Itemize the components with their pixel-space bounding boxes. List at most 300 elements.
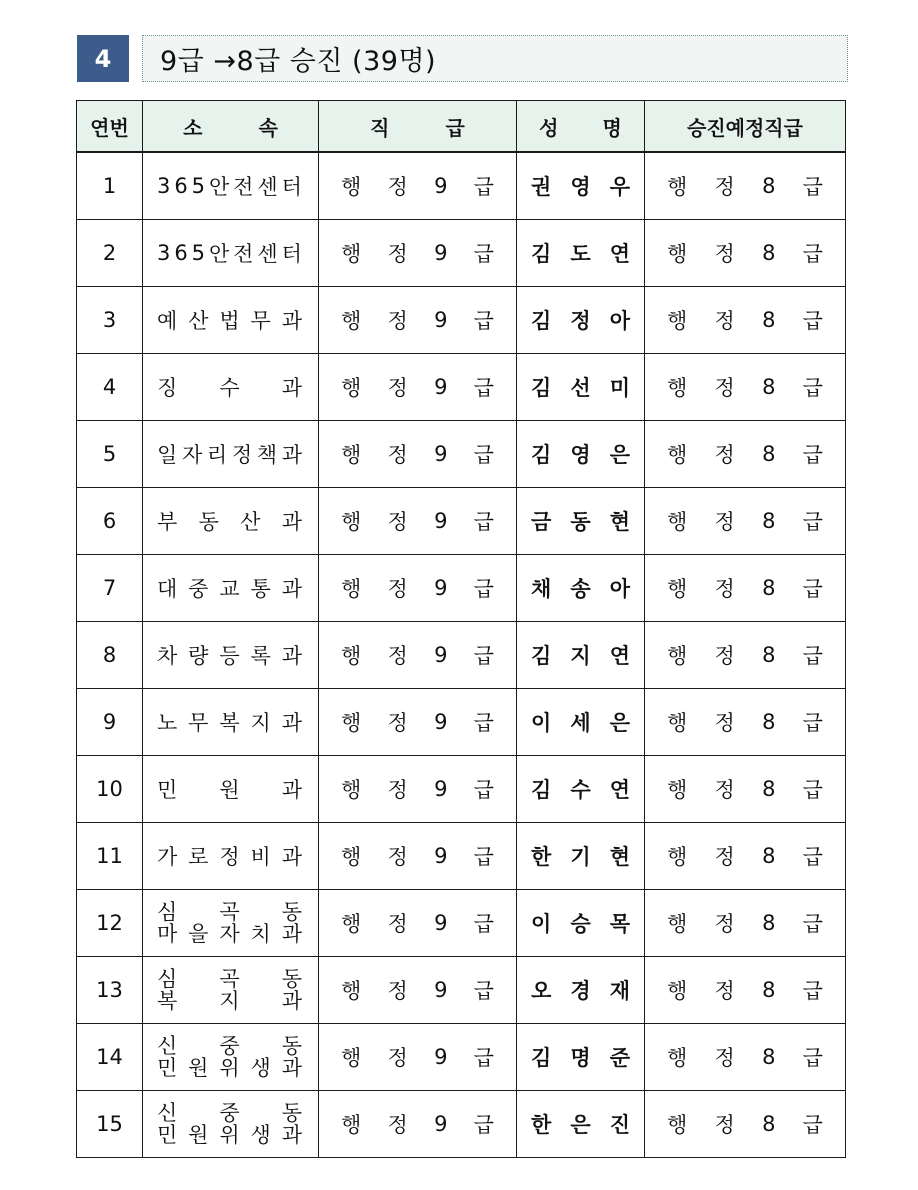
- target-grade-char: 정: [714, 778, 735, 802]
- dept-char: 대: [157, 577, 178, 601]
- target-grade-char: 정: [714, 1113, 735, 1137]
- grade-cell: [319, 890, 517, 957]
- dept-char: 터: [281, 175, 302, 199]
- name-char: 연: [609, 644, 630, 668]
- target-grade-char: 8: [762, 576, 776, 600]
- table-row: [77, 421, 846, 488]
- row-number: 8: [77, 622, 143, 689]
- current-grade: [319, 573, 516, 603]
- dept-char: 자: [181, 443, 203, 467]
- dept-cell: [143, 354, 319, 421]
- dept-char: 동: [281, 900, 302, 924]
- dept-char: 중: [219, 1101, 240, 1125]
- grade-char: 급: [473, 778, 494, 802]
- dept-char: 차: [157, 644, 178, 668]
- target-grade-char: 급: [802, 309, 823, 333]
- dept-line: [157, 901, 302, 923]
- target-grade-char: 행: [667, 242, 688, 266]
- row-number: 15: [77, 1091, 143, 1158]
- dept-char: 무: [188, 711, 209, 735]
- dept-char: 5: [191, 174, 205, 198]
- dept-label: [143, 372, 318, 402]
- grade-cell: [319, 1091, 517, 1158]
- target-grade-char: 행: [667, 1113, 688, 1137]
- dept-cell: [143, 890, 319, 957]
- dept-cell: [143, 421, 319, 488]
- target-grade-cell: [645, 488, 846, 555]
- target-grade: [645, 975, 845, 1005]
- target-grade-cell: [645, 220, 846, 287]
- grade-cell: [319, 421, 517, 488]
- name-char: 명: [570, 1046, 591, 1070]
- target-grade-char: 정: [714, 644, 735, 668]
- grade-cell: [319, 354, 517, 421]
- grade-char: 정: [387, 242, 408, 266]
- dept-char: 과: [281, 376, 302, 400]
- grade-cell: [319, 1024, 517, 1091]
- dept-cell: [143, 287, 319, 354]
- target-grade-cell: [645, 354, 846, 421]
- dept-label: [143, 901, 318, 945]
- name-char: 영: [570, 443, 591, 467]
- header-grade-char: 급: [445, 115, 465, 140]
- dept-char: 과: [281, 510, 302, 534]
- target-grade-char: 급: [802, 443, 823, 467]
- target-grade-char: 8: [762, 1112, 776, 1136]
- target-grade-cell: [645, 152, 846, 220]
- name-cell: [517, 421, 645, 488]
- grade-char: 9: [434, 643, 448, 667]
- target-grade-cell: [645, 756, 846, 823]
- dept-char: 록: [250, 644, 271, 668]
- name-cell: [517, 823, 645, 890]
- dept-line: [157, 1035, 302, 1057]
- target-grade-cell: [645, 823, 846, 890]
- name-char: 선: [570, 376, 591, 400]
- row-number: 7: [77, 555, 143, 622]
- dept-line: [157, 1057, 302, 1079]
- grade-char: 9: [434, 174, 448, 198]
- dept-char: 안: [208, 242, 230, 266]
- grade-char: 9: [434, 911, 448, 935]
- grade-char: 정: [387, 845, 408, 869]
- dept-char: 중: [188, 577, 209, 601]
- grade-char: 9: [434, 375, 448, 399]
- current-grade: [319, 908, 516, 938]
- target-grade-cell: [645, 689, 846, 756]
- grade-char: 급: [473, 443, 494, 467]
- section-header: [77, 35, 848, 82]
- grade-char: 9: [434, 1045, 448, 1069]
- dept-cell: [143, 957, 319, 1024]
- target-grade: [645, 238, 845, 268]
- target-grade-char: 급: [802, 845, 823, 869]
- target-grade: [645, 506, 845, 536]
- target-grade-char: 행: [667, 845, 688, 869]
- dept-char: 치: [250, 922, 271, 946]
- person-name: [517, 975, 644, 1005]
- grade-char: 행: [341, 912, 362, 936]
- grade-char: 9: [434, 978, 448, 1002]
- section-title-box: [142, 35, 848, 82]
- dept-char: 원: [219, 778, 240, 802]
- target-grade: [645, 707, 845, 737]
- name-char: 정: [570, 309, 591, 333]
- dept-char: 정: [231, 443, 253, 467]
- target-grade-char: 8: [762, 1045, 776, 1069]
- dept-char: 원: [188, 1056, 209, 1080]
- dept-char: 자: [219, 922, 240, 946]
- dept-line: [157, 1124, 302, 1146]
- grade-char: 급: [473, 577, 494, 601]
- dept-label: [143, 439, 318, 469]
- target-grade-char: 행: [667, 979, 688, 1003]
- name-char: 오: [531, 979, 552, 1003]
- dept-cell: [143, 555, 319, 622]
- dept-char: 중: [219, 1034, 240, 1058]
- dept-char: 센: [257, 175, 278, 199]
- dept-label: [143, 707, 318, 737]
- dept-char: 부: [157, 510, 178, 534]
- dept-char: 센: [257, 242, 278, 266]
- target-grade-char: 행: [667, 376, 688, 400]
- table-row: [77, 622, 846, 689]
- section-number-badge: 4: [77, 35, 129, 82]
- grade-cell: [319, 689, 517, 756]
- section-title: 9급 →8급 승진 (39명): [160, 46, 437, 77]
- target-grade-char: 8: [762, 174, 776, 198]
- target-grade-char: 행: [667, 309, 688, 333]
- grade-char: 행: [341, 711, 362, 735]
- target-grade-char: 행: [667, 510, 688, 534]
- dept-cell: [143, 220, 319, 287]
- grade-char: 급: [473, 309, 494, 333]
- name-char: 김: [531, 309, 552, 333]
- target-grade-char: 8: [762, 643, 776, 667]
- dept-char: 복: [219, 711, 240, 735]
- dept-char: 정: [219, 845, 240, 869]
- dept-line: [157, 990, 302, 1012]
- dept-char: 과: [281, 443, 302, 467]
- dept-char: 과: [281, 644, 302, 668]
- grade-char: 급: [473, 510, 494, 534]
- grade-char: 행: [341, 644, 362, 668]
- header-target-grade: 승진예정직급: [645, 101, 846, 153]
- table-row: [77, 152, 846, 220]
- name-char: 연: [609, 778, 630, 802]
- dept-char: 복: [157, 989, 178, 1013]
- grade-char: 정: [387, 644, 408, 668]
- grade-char: 정: [387, 912, 408, 936]
- name-char: 채: [531, 577, 552, 601]
- header-name: [517, 101, 645, 153]
- current-grade: [319, 171, 516, 201]
- name-char: 김: [531, 376, 552, 400]
- dept-char: 산: [240, 510, 261, 534]
- dept-char: 노: [157, 711, 178, 735]
- table-row: [77, 287, 846, 354]
- current-grade: [319, 305, 516, 335]
- dept-label: [143, 573, 318, 603]
- grade-char: 정: [387, 309, 408, 333]
- target-grade-cell: [645, 555, 846, 622]
- dept-cell: [143, 756, 319, 823]
- dept-label: [143, 305, 318, 335]
- dept-char: 6: [174, 174, 188, 198]
- target-grade-char: 급: [802, 577, 823, 601]
- row-number: 9: [77, 689, 143, 756]
- grade-char: 정: [387, 577, 408, 601]
- name-char: 동: [570, 510, 591, 534]
- dept-cell: [143, 488, 319, 555]
- dept-char: 무: [250, 309, 271, 333]
- current-grade: [319, 1109, 516, 1139]
- target-grade-char: 정: [714, 175, 735, 199]
- grade-cell: [319, 488, 517, 555]
- grade-char: 급: [473, 175, 494, 199]
- dept-char: 6: [174, 241, 188, 265]
- row-number: 4: [77, 354, 143, 421]
- name-cell: [517, 689, 645, 756]
- row-number: 6: [77, 488, 143, 555]
- target-grade: [645, 171, 845, 201]
- grade-char: 9: [434, 308, 448, 332]
- person-name: [517, 171, 644, 201]
- dept-char: 리: [206, 443, 228, 467]
- target-grade-cell: [645, 421, 846, 488]
- grade-char: 9: [434, 576, 448, 600]
- dept-char: 3: [157, 174, 171, 198]
- dept-char: 산: [188, 309, 209, 333]
- name-char: 이: [531, 711, 552, 735]
- target-grade-char: 정: [714, 979, 735, 1003]
- person-name: [517, 1109, 644, 1139]
- target-grade-char: 급: [802, 1113, 823, 1137]
- person-name: [517, 640, 644, 670]
- target-grade-char: 급: [802, 711, 823, 735]
- dept-label: [143, 238, 318, 268]
- name-char: 경: [570, 979, 591, 1003]
- dept-label: [143, 774, 318, 804]
- dept-char: 동: [281, 1034, 302, 1058]
- person-name: [517, 1042, 644, 1072]
- dept-char: 곡: [219, 900, 240, 924]
- person-name: [517, 707, 644, 737]
- dept-char: 과: [281, 309, 302, 333]
- dept-char: 가: [157, 845, 178, 869]
- grade-char: 정: [387, 778, 408, 802]
- table-row: [77, 689, 846, 756]
- dept-char: 수: [219, 376, 240, 400]
- target-grade-char: 8: [762, 978, 776, 1002]
- grade-cell: [319, 287, 517, 354]
- dept-char: 마: [157, 922, 178, 946]
- dept-char: 신: [157, 1101, 178, 1125]
- dept-label: [143, 1035, 318, 1079]
- dept-char: 5: [191, 241, 205, 265]
- target-grade-char: 8: [762, 710, 776, 734]
- dept-cell: [143, 1024, 319, 1091]
- grade-char: 정: [387, 711, 408, 735]
- table-row: [77, 1024, 846, 1091]
- target-grade-char: 8: [762, 509, 776, 533]
- target-grade: [645, 573, 845, 603]
- dept-char: 지: [219, 989, 240, 1013]
- target-grade-char: 행: [667, 644, 688, 668]
- target-grade-cell: [645, 890, 846, 957]
- dept-label: [143, 1102, 318, 1146]
- dept-char: 을: [188, 922, 209, 946]
- dept-char: 민: [157, 1123, 178, 1147]
- target-grade-char: 행: [667, 778, 688, 802]
- target-grade: [645, 908, 845, 938]
- person-name: [517, 573, 644, 603]
- name-char: 김: [531, 1046, 552, 1070]
- target-grade: [645, 774, 845, 804]
- target-grade-char: 급: [802, 979, 823, 1003]
- target-grade-char: 정: [714, 309, 735, 333]
- target-grade-char: 8: [762, 241, 776, 265]
- target-grade-char: 급: [802, 644, 823, 668]
- name-char: 진: [609, 1113, 630, 1137]
- dept-line: [157, 968, 302, 990]
- name-char: 아: [609, 309, 630, 333]
- dept-char: 신: [157, 1034, 178, 1058]
- current-grade: [319, 1042, 516, 1072]
- name-char: 한: [531, 1113, 552, 1137]
- target-grade-cell: [645, 957, 846, 1024]
- target-grade-char: 행: [667, 711, 688, 735]
- target-grade-char: 급: [802, 1046, 823, 1070]
- header-name-char: 명: [602, 115, 622, 140]
- person-name: [517, 841, 644, 871]
- dept-char: 징: [157, 376, 178, 400]
- target-grade-char: 행: [667, 175, 688, 199]
- target-grade-char: 8: [762, 911, 776, 935]
- dept-char: 동: [281, 967, 302, 991]
- dept-char: 동: [281, 1101, 302, 1125]
- name-char: 영: [570, 175, 591, 199]
- grade-cell: [319, 756, 517, 823]
- grade-char: 9: [434, 844, 448, 868]
- grade-char: 9: [434, 777, 448, 801]
- target-grade-cell: [645, 287, 846, 354]
- dept-label: [143, 171, 318, 201]
- current-grade: [319, 439, 516, 469]
- dept-char: 위: [219, 1056, 240, 1080]
- grade-char: 정: [387, 510, 408, 534]
- header-num: 연번: [77, 101, 143, 153]
- name-char: 도: [570, 242, 591, 266]
- person-name: [517, 908, 644, 938]
- target-grade-char: 8: [762, 308, 776, 332]
- dept-label: [143, 968, 318, 1012]
- name-cell: [517, 220, 645, 287]
- dept-char: 심: [157, 967, 178, 991]
- grade-char: 정: [387, 175, 408, 199]
- grade-char: 정: [387, 443, 408, 467]
- name-cell: [517, 287, 645, 354]
- target-grade-char: 급: [802, 242, 823, 266]
- dept-char: 예: [157, 309, 178, 333]
- name-cell: [517, 488, 645, 555]
- grade-char: 행: [341, 175, 362, 199]
- grade-char: 급: [473, 242, 494, 266]
- header-grade: [319, 101, 517, 153]
- table-row: [77, 823, 846, 890]
- name-char: 준: [609, 1046, 630, 1070]
- name-cell: [517, 756, 645, 823]
- target-grade-char: 급: [802, 912, 823, 936]
- grade-char: 9: [434, 1112, 448, 1136]
- name-cell: [517, 1091, 645, 1158]
- person-name: [517, 372, 644, 402]
- grade-cell: [319, 555, 517, 622]
- table-row: [77, 890, 846, 957]
- grade-char: 9: [434, 509, 448, 533]
- name-char: 미: [609, 376, 630, 400]
- dept-char: 책: [256, 443, 278, 467]
- name-char: 김: [531, 778, 552, 802]
- table-row: [77, 1091, 846, 1158]
- grade-char: 급: [473, 1113, 494, 1137]
- dept-char: 통: [250, 577, 271, 601]
- dept-char: 과: [281, 778, 302, 802]
- name-char: 현: [609, 845, 630, 869]
- target-grade-cell: [645, 622, 846, 689]
- name-char: 이: [531, 912, 552, 936]
- target-grade: [645, 1109, 845, 1139]
- current-grade: [319, 774, 516, 804]
- header-name-char: 성: [539, 115, 559, 140]
- target-grade-char: 정: [714, 1046, 735, 1070]
- table-row: [77, 354, 846, 421]
- target-grade-char: 행: [667, 1046, 688, 1070]
- table-row: [77, 555, 846, 622]
- name-char: 은: [609, 711, 630, 735]
- name-cell: [517, 555, 645, 622]
- row-number: 12: [77, 890, 143, 957]
- target-grade-char: 정: [714, 376, 735, 400]
- grade-char: 급: [473, 912, 494, 936]
- person-name: [517, 305, 644, 335]
- dept-char: 비: [250, 845, 271, 869]
- grade-char: 급: [473, 376, 494, 400]
- grade-char: 정: [387, 979, 408, 1003]
- current-grade: [319, 372, 516, 402]
- grade-cell: [319, 152, 517, 220]
- header-dept-char: 속: [258, 115, 278, 140]
- target-grade-char: 급: [802, 376, 823, 400]
- name-char: 은: [609, 443, 630, 467]
- dept-char: 위: [219, 1123, 240, 1147]
- grade-char: 급: [473, 1046, 494, 1070]
- name-char: 김: [531, 242, 552, 266]
- grade-char: 9: [434, 442, 448, 466]
- name-char: 수: [570, 778, 591, 802]
- row-number: 11: [77, 823, 143, 890]
- name-char: 현: [609, 510, 630, 534]
- name-char: 아: [609, 577, 630, 601]
- row-number: 14: [77, 1024, 143, 1091]
- target-grade-char: 행: [667, 577, 688, 601]
- target-grade-char: 8: [762, 375, 776, 399]
- dept-char: 지: [250, 711, 271, 735]
- table-row: [77, 957, 846, 1024]
- target-grade: [645, 640, 845, 670]
- grade-char: 정: [387, 1046, 408, 1070]
- name-char: 송: [570, 577, 591, 601]
